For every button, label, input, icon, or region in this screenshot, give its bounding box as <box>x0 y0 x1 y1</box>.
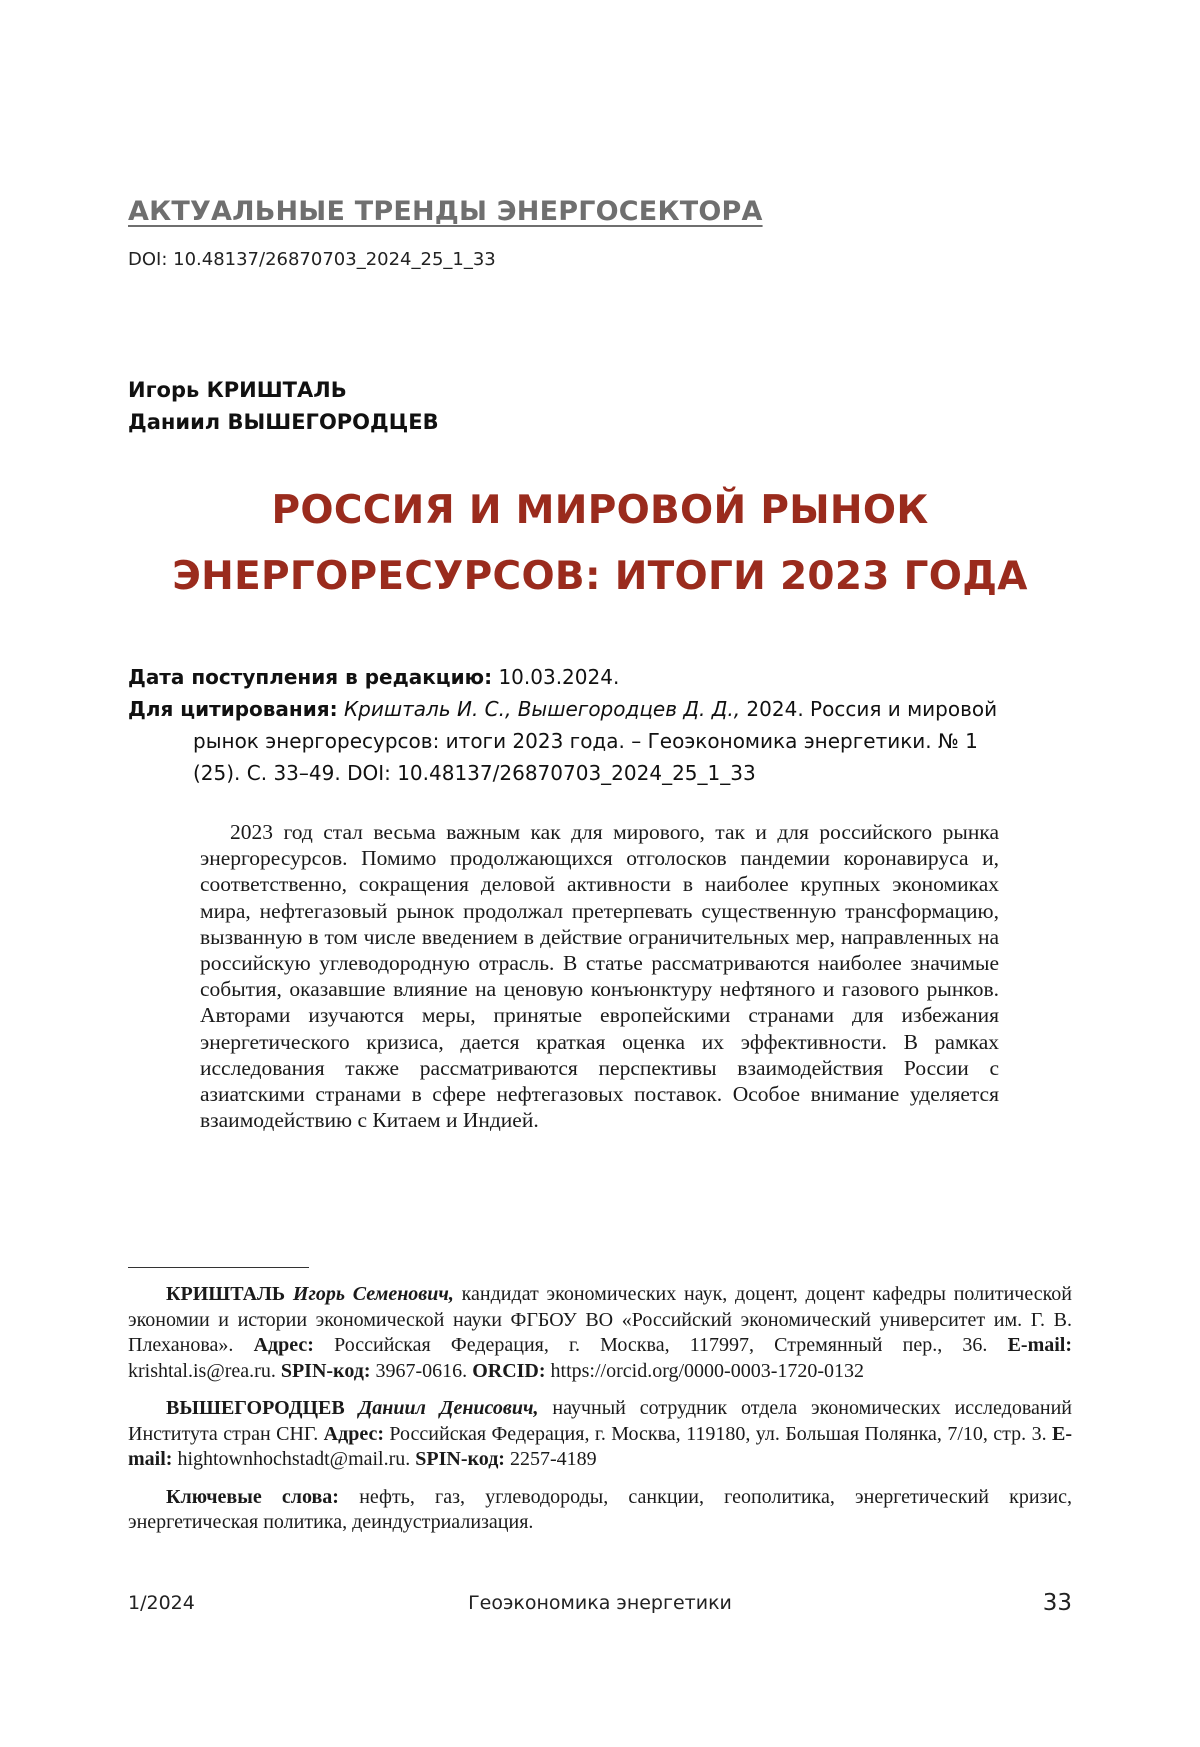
received-date <box>128 661 1000 693</box>
author-given-name: Игорь Семенович, <box>292 1283 454 1305</box>
footnotes <box>128 1282 1072 1548</box>
email-label: E-mail: <box>128 1422 1073 1470</box>
citation-authors: Кришталь И. С., Вышегородцев Д. Д., <box>343 697 741 721</box>
footnote-divider <box>128 1267 309 1268</box>
spin-label: SPIN-код: <box>280 1359 371 1382</box>
author-email: krishtal.is@rea.ru. <box>128 1359 276 1382</box>
keywords-label: Ключевые слова: <box>166 1485 339 1508</box>
author-spin: 2257-4189 <box>509 1448 597 1470</box>
author-info <box>128 1396 1072 1473</box>
author-name: Даниил ВЫШЕГОРОДЦЕВ <box>128 410 439 434</box>
author-address: Российская Федерация, г. Москва, 117997, Стремянный пер., 36. <box>334 1334 988 1356</box>
author-orcid: https://orcid.org/0000-0003-1720-0132 <box>550 1359 865 1382</box>
doi: DOI: 10.48137/26870703_2024_25_1_33 <box>128 249 496 270</box>
section-title: АКТУАЛЬНЫЕ ТРЕНДЫ ЭНЕРГОСЕКТОРА <box>128 196 763 227</box>
author-bio: научный сотрудник отдела экономических исследований Института стран СНГ. <box>128 1397 1072 1445</box>
author-list <box>128 374 439 438</box>
address-label: Адрес: <box>253 1334 314 1356</box>
email-label: E-mail: <box>1007 1334 1073 1356</box>
citation <box>128 693 1000 789</box>
author-given-name: Даниил Денисович, <box>358 1397 539 1419</box>
page-number: 33 <box>1042 1590 1072 1616</box>
article-title-line: ЭНЕРГОРЕСУРСОВ: ИТОГИ 2023 ГОДА <box>172 554 1028 599</box>
issue-number: 1/2024 <box>128 1592 195 1614</box>
journal-name: Геоэкономика энергетики <box>468 1592 732 1614</box>
author-email: hightownhochstadt@mail.ru. <box>177 1448 411 1470</box>
author-name: Игорь КРИШТАЛЬ <box>128 378 347 402</box>
author-spin: 3967-0616. <box>375 1359 468 1382</box>
citation-label: Для цитирования: <box>128 697 338 721</box>
keywords <box>128 1485 1072 1536</box>
article-meta <box>128 661 1000 789</box>
received-label: Дата поступления в редакцию: <box>128 665 493 689</box>
article-title <box>128 478 1072 610</box>
spin-label: SPIN-код: <box>415 1448 505 1470</box>
received-value: 10.03.2024. <box>498 665 620 689</box>
page-footer <box>128 1590 1072 1620</box>
keywords-list: нефть, газ, углеводороды, санкции, геополитика, энергетический кризис, энергетическая политика, деиндустриализация. <box>128 1485 1073 1533</box>
author-bio: кандидат экономических наук, доцент, доцент кафедры политической экономии и истории экономической науки ФГБОУ ВО «Российский экономический университет им. Г. В. Плеханова». <box>128 1283 1073 1356</box>
author-surname: КРИШТАЛЬ <box>166 1283 286 1305</box>
article-title-line: РОССИЯ И МИРОВОЙ РЫНОК <box>271 488 929 533</box>
orcid-label: ORCID: <box>472 1359 546 1382</box>
author-info <box>128 1282 1072 1384</box>
author-address: Российская Федерация, г. Москва, 119180, ул. Большая Полянка, 7/10, стр. 3. <box>389 1422 1047 1445</box>
citation-text: 2024. Россия и мировой рынок энергоресурсов: итоги 2023 года. – Геоэкономика энергетики. № 1 (25). С. 33–49. DOI: 10.48137/26870703_2024_25_1_33 <box>193 697 998 785</box>
abstract: 2023 год стал весьма важным как для мирового, так и для российского рынка энергоресурсов. Помимо продолжающихся отголосков пандемии коронавируса и, соответственно, сокращения деловой активности в наиболее крупных экономиках мира, нефтегазовый рынок продолжал претерпевать существенную трансформацию, вызванную в том числе введением в действие ограничительных мер, направленных на российскую углеводородную отрасль. В статье рассматриваются наиболее значимые события, оказавшие влияние на ценовую конъюнктуру нефтяного и газового рынков. Авторами изучаются меры, принятые европейскими странами для избежания энергетического кризиса, дается краткая оценка их эффективности. В рамках исследования также рассматриваются перспективы взаимодействия России с азиатскими странами в сфере нефтегазовых поставок. Особое внимание уделяется взаимодействию с Китаем и Индией. <box>200 820 999 1133</box>
address-label: Адрес: <box>323 1422 384 1445</box>
author-surname: ВЫШЕГОРОДЦЕВ <box>166 1397 345 1419</box>
